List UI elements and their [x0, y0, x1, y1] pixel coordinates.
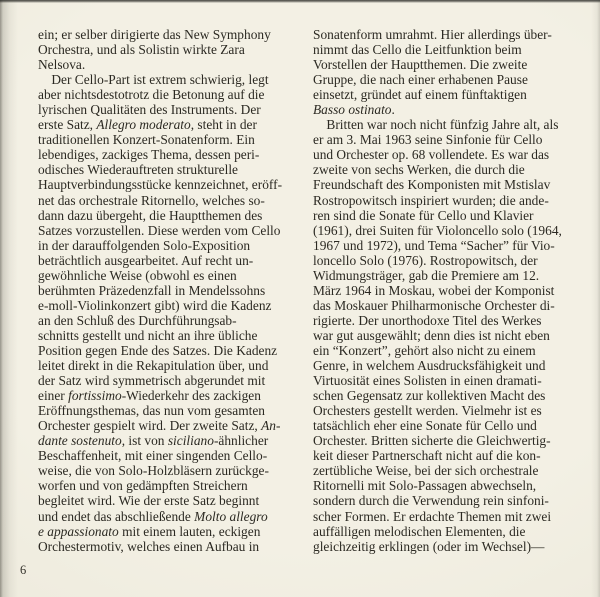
text-line: Orchesters gestellt werden. Vielmehr ist es: [313, 403, 542, 419]
text-line: war gut ausgewählt; denn dies ist nicht eben: [313, 327, 550, 343]
text-line: einer fortissimo-Wiederkehr des zackigen: [38, 388, 261, 404]
text-line: Britten war noch nicht fünfzig Jahre alt, als: [313, 117, 559, 133]
text-line: leitet direkt in die Rekapitulation über, und: [38, 358, 269, 374]
text-line: an den Schluß des Durchführungsab-: [38, 312, 237, 328]
text-line: Virtuosität eines Solisten in einen dramati-: [313, 373, 542, 389]
text-line: und endet das abschließende Molto allegro: [38, 508, 268, 524]
text-line: das Moskauer Philharmonische Orchester di-: [313, 297, 555, 313]
text-line: worfen und von gedämpften Streichern: [38, 478, 248, 494]
text-line: erste Satz, Allegro moderato, steht in der: [38, 117, 257, 133]
text-line: Genre, in welchem Ausdrucksfähigkeit und: [313, 358, 546, 374]
text-line: zweite von sechs Werken, die durch die: [313, 162, 525, 178]
text-line: Widmungsträger, gab die Premiere am 12.: [313, 267, 540, 283]
text-line: begleitet wird. Wie der erste Satz beginnt: [38, 493, 260, 509]
text-line: e appassionato mit einem lauten, eckigen: [38, 523, 261, 539]
text-line: Hauptverbindungsstücke kennzeichnet, eröff-: [38, 177, 283, 193]
text-line: keit dieser Partnerschaft nicht auf die kon-: [313, 448, 541, 464]
text-line: ren sind die Sonate für Cello und Klavier: [313, 207, 534, 223]
text-line: odisches Wiederauftreten strukturelle: [38, 162, 238, 178]
text-line: ein; er selber dirigierte das New Symphony: [38, 27, 271, 42]
text-line: gleichzeitig erklingen (oder im Wechsel)—: [313, 538, 545, 554]
text-line: Satzes vorzustellen. Diese werden vom Cello: [38, 222, 281, 238]
text-line: Orchestra, und als Solistin wirkte Zara: [38, 42, 245, 58]
text-line: Position gegen Ende des Satzes. Die Kadenz: [38, 342, 278, 358]
text-line: loncello Solo (1976). Rostropowitsch, der: [313, 252, 538, 268]
page-number: 6: [20, 563, 27, 577]
text-line: dante sostenuto, ist von siciliano-ähnlicher: [38, 433, 269, 449]
text-line: Der Cello-Part ist extrem schwierig, legt: [38, 72, 269, 88]
text-line: und Orchester op. 68 vollendete. Es war das: [313, 147, 550, 163]
text-line: nimmt das Cello die Leitfunktion beim: [313, 42, 522, 58]
text-line: der Satz wird symmetrisch abgerundet mit: [38, 373, 266, 389]
text-line: Orchestermotiv, welches einen Aufbau in: [38, 538, 260, 554]
text-line: schnitts gestellt und nicht an ihre übliche: [38, 327, 258, 343]
text-line: dann dazu übergeht, die Hauptthemen des: [38, 207, 263, 223]
text-line: lyrischen Qualitäten des Instruments. Der: [38, 102, 261, 118]
text-line: Orchester gespielt wird. Der zweite Satz, An-: [38, 418, 281, 434]
text-column-left: [38, 27, 310, 554]
text-line: e-moll-Violinkonzert gibt) wird die Kadenz: [38, 297, 272, 313]
text-line: Sonatenform umrahmt. Hier allerdings über-: [313, 27, 552, 42]
text-line: Nelsova.: [38, 57, 86, 73]
text-line: Ritornelli mit Solo-Passagen abwechseln,: [313, 478, 537, 494]
text-line: 1967 und 1972), und Tema “Sacher” für Vio-: [313, 237, 555, 253]
text-line: ein “Konzert”, gehört also nicht zu einem: [313, 342, 536, 358]
text-line: in der darauffolgenden Solo-Exposition: [38, 237, 251, 253]
text-line: er am 3. Mai 1963 seine Sinfonie für Cello: [313, 132, 543, 148]
text-line: net das orchestrale Ritornello, welches so-: [38, 192, 265, 208]
text-line: scher Formen. Er erdachte Themen mit zwei: [313, 508, 552, 524]
text-line: Basso ostinato.: [313, 102, 395, 118]
text-line: Freundschaft des Komponisten mit Mstislav: [313, 177, 551, 193]
text-line: auffälligen melodischen Elementen, die: [313, 523, 526, 539]
text-line: sondern durch die Verwendung rein sinfoni-: [313, 493, 549, 509]
text-line: lebendiges, zackiges Thema, dessen peri-: [38, 147, 260, 163]
text-line: aber nichtsdestotrotz die Betonung auf die: [38, 87, 265, 103]
text-line: weise, die von Solo-Holzbläsern zurückge-: [38, 463, 269, 479]
text-line: März 1964 in Moskau, wobei der Komponist: [313, 282, 555, 298]
text-line: Beschaffenheit, mit einer singenden Cello-: [38, 448, 268, 464]
text-line: beträchtlich ausgearbeitet. Auf recht un-: [38, 252, 254, 268]
text-line: tatsächlich eher eine Sonate für Cello und: [313, 418, 537, 434]
text-line: berühmten Präzedenzfall in Mendelssohns: [38, 282, 266, 298]
text-line: traditionellen Konzert-Sonatenform. Ein: [38, 132, 255, 148]
text-line: Gruppe, die nach einer erhabenen Pause: [313, 72, 528, 88]
text-line: (1961), drei Suiten für Violoncello solo (1964,: [313, 222, 562, 238]
text-column-right: [313, 27, 585, 554]
text-line: rigierte. Der unorthodoxe Titel des Werkes: [313, 312, 542, 328]
text-line: zertübliche Weise, bei der sich orchestrale: [313, 463, 539, 479]
text-line: gewöhnliche Weise (obwohl es einen: [38, 267, 237, 283]
text-line: schen Gegensatz zur kollektiven Macht des: [313, 388, 546, 404]
text-line: Orchester. Britten sicherte die Gleichwertig-: [313, 433, 551, 449]
text-line: einsetzt, gründet auf einem fünftaktigen: [313, 87, 527, 103]
text-line: Rostropowitsch inspiriert wurden; die ande-: [313, 192, 549, 208]
text-line: Eröffnungsthemas, das nun vom gesamten: [38, 403, 265, 419]
text-line: Vorstellen der Hauptthemen. Die zweite: [313, 57, 528, 73]
